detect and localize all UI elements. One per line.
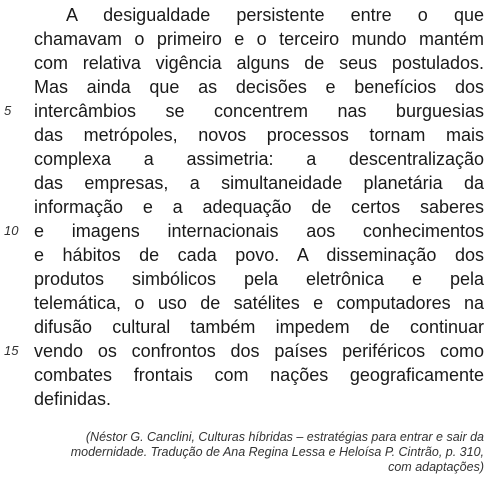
line-text: intercâmbios se concentrem nas burguesias: [34, 101, 484, 121]
passage-line-17: [0, 387, 490, 411]
citation-line: com adaptações): [388, 460, 484, 474]
passage-line-8: [0, 171, 490, 195]
line-text: das metrópoles, novos processos tornam mais: [34, 125, 484, 145]
line-number: 10: [4, 223, 19, 238]
passage-line-5: [0, 99, 490, 123]
line-text: telemática, o uso de satélites e computadores na: [34, 293, 484, 313]
line-number: 15: [4, 343, 19, 358]
line-text: vendo os confrontos dos países periféricos como: [34, 341, 484, 361]
passage-line-7: [0, 147, 490, 171]
line-text: Mas ainda que as decisões e benefícios dos: [34, 77, 484, 97]
passage-line-3: [0, 51, 490, 75]
line-text: combates frontais com nações geograficamente: [34, 365, 484, 385]
line-text: produtos simbólicos pela eletrônica e pela: [34, 269, 484, 289]
passage-line-9: [0, 195, 490, 219]
line-text: difusão cultural também impedem de continuar: [34, 317, 484, 337]
passage-line-10: [0, 219, 490, 243]
line-text: chamavam o primeiro e o terceiro mundo mantém: [34, 29, 484, 49]
passage-line-14: [0, 315, 490, 339]
passage-line-6: [0, 123, 490, 147]
line-text: e imagens internacionais aos conhecimentos: [34, 221, 484, 241]
line-text: das empresas, a simultaneidade planetária da: [34, 173, 484, 193]
line-text: e hábitos de cada povo. A disseminação dos: [34, 245, 484, 265]
line-text: com relativa vigência alguns de seus postulados.: [34, 53, 484, 73]
line-text: informação e a adequação de certos saberes: [34, 197, 484, 217]
passage-line-1: [0, 3, 490, 27]
passage-line-13: [0, 291, 490, 315]
line-text: A desigualdade persistente entre o que: [66, 5, 484, 25]
passage-line-2: [0, 27, 490, 51]
passage-line-16: [0, 363, 490, 387]
passage-line-12: [0, 267, 490, 291]
citation-line: modernidade. Tradução de Ana Regina Lessa e Heloísa P. Cintrão, p. 310,: [70, 445, 484, 459]
source-citation: [20, 430, 484, 475]
passage-line-4: [0, 75, 490, 99]
citation-line: (Néstor G. Canclini, Culturas híbridas – estratégias para entrar e sair da: [85, 430, 484, 444]
line-text: definidas.: [34, 389, 112, 409]
passage-line-11: [0, 243, 490, 267]
line-text: complexa a assimetria: a descentralização: [34, 149, 484, 169]
line-number: 5: [4, 103, 12, 118]
passage-line-15: [0, 339, 490, 363]
